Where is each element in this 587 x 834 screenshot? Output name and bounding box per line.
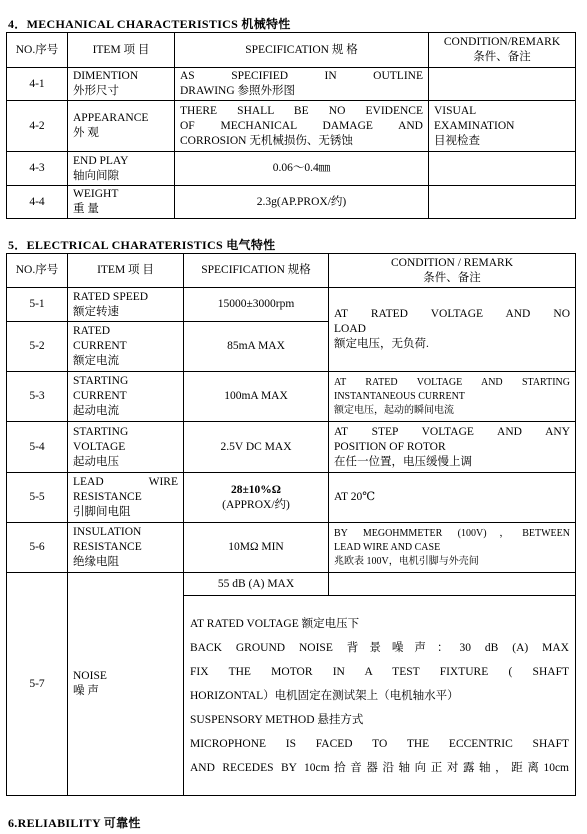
row-no: 4-1 [7, 68, 68, 101]
row-item [68, 101, 175, 152]
row-item [68, 473, 184, 523]
row-condition [329, 422, 576, 473]
row-no: 5-4 [7, 422, 68, 473]
section-4-title: 4．MECHANICAL CHARACTERISTICS 机械特性 [8, 17, 291, 31]
noise-line: AND RECEDES BY 10cm拾音器沿轴向正对露轴，距离10cm [190, 761, 569, 774]
row-no: 5-5 [7, 473, 68, 523]
row-item [68, 573, 184, 796]
cond-line: 额定电压，起动的瞬间电流 [334, 404, 454, 416]
header-spec: SPECIFICATION 规格 [184, 254, 329, 288]
table-row [7, 68, 576, 101]
spec-value: 28±10%Ω [230, 483, 282, 496]
noise-line: MICROPHONE IS FACED TO THE ECCENTRIC SHAFT [190, 737, 569, 750]
row-item [68, 322, 184, 372]
cond-line: INSTANTANEOUS CURRENT [334, 390, 465, 402]
row-no: 4-4 [7, 186, 68, 219]
item-cn: 外 观 [73, 127, 99, 139]
row-spec: 15000±3000rpm [184, 288, 329, 322]
item-en: LEAD WIRE [73, 476, 178, 488]
row-spec: 2.3g(AP.PROX/约) [175, 186, 429, 219]
spec-line: OF MECHANICAL DAMAGE AND [180, 119, 423, 132]
table-row [7, 186, 576, 219]
row-condition [329, 372, 576, 422]
row-item [68, 422, 184, 473]
header-condition-en: CONDITION / REMARK [390, 256, 514, 269]
row-no: 5-7 [7, 573, 68, 796]
table-row [7, 101, 576, 152]
header-condition [429, 33, 576, 68]
row-spec: 0.06～0.4㎜ [175, 152, 429, 186]
row-item [68, 288, 184, 322]
cond-line: 目视检查 [434, 134, 480, 147]
row-no: 5-1 [7, 288, 68, 322]
item-en: STARTING [73, 375, 129, 387]
header-item: ITEM 项 目 [68, 254, 184, 288]
header-item: ITEM 项 目 [68, 33, 175, 68]
item-en: APPEARANCE [73, 112, 149, 124]
row-spec: 10MΩ MIN [184, 523, 329, 573]
row-spec [175, 68, 429, 101]
item-en: STARTING [73, 425, 129, 438]
row-item [68, 186, 175, 219]
row-item [68, 68, 175, 101]
item-cn: 绝缘电阻 [73, 556, 119, 568]
cond-line: AT RATED VOLTAGE AND NO [334, 308, 570, 320]
header-condition [329, 254, 576, 288]
header-no: NO.序号 [7, 254, 68, 288]
item-en: CURRENT [73, 340, 127, 352]
header-condition-cn: 条件、备注 [423, 271, 481, 284]
item-en: RESISTANCE [73, 491, 142, 503]
item-en: WEIGHT [73, 188, 119, 200]
table-row [7, 372, 576, 422]
row-item [68, 372, 184, 422]
section-6-title: 6.RELIABILITY 可靠性 [8, 816, 141, 830]
noise-line: BACK GROUND NOISE 背景噪声：30 dB (A) MAX [190, 641, 569, 654]
mechanical-table [6, 32, 576, 219]
row-no: 4-3 [7, 152, 68, 186]
row-condition [429, 186, 576, 219]
item-en: RATED SPEED [73, 290, 149, 303]
header-no: NO.序号 [7, 33, 68, 68]
cond-line: LOAD [334, 323, 366, 335]
row-condition-top [329, 573, 576, 596]
table-row [7, 288, 576, 322]
table-row [7, 523, 576, 573]
table-row [7, 573, 576, 596]
cond-line: 额定电压，无负荷. [334, 338, 429, 350]
row-condition: AT 20℃ [329, 473, 576, 523]
cond-line: LEAD WIRE AND CASE [334, 541, 441, 553]
spec-line: CORROSION 无机械损伤、无锈蚀 [180, 134, 353, 147]
item-cn: 轴向间隙 [73, 169, 119, 182]
cond-line: EXAMINATION [434, 119, 515, 132]
item-en: CURRENT [73, 390, 127, 402]
noise-line: AT RATED VOLTAGE 额定电压下 [190, 617, 360, 630]
row-condition [429, 68, 576, 101]
row-condition [329, 523, 576, 573]
row-spec [175, 101, 429, 152]
spec-line: AS SPECIFIED IN OUTLINE [180, 70, 423, 82]
row-spec: 2.5V DC MAX [184, 422, 329, 473]
row-no: 5-3 [7, 372, 68, 422]
spec-note: (APPROX/约) [222, 498, 290, 511]
header-condition-cn: 条件、备注 [473, 51, 531, 63]
cond-line: 兆欧表 100V，电机引脚与外壳间 [334, 555, 479, 567]
item-en: END PLAY [73, 154, 129, 167]
spec-line: THERE SHALL BE NO EVIDENCE [180, 104, 423, 117]
noise-line: HORIZONTAL）电机固定在测试架上（电机轴水平） [190, 689, 459, 702]
item-cn: 额定转速 [73, 305, 119, 318]
row-no: 5-2 [7, 322, 68, 372]
row-no: 4-2 [7, 101, 68, 152]
cond-line: VISUAL [434, 104, 477, 117]
cond-line: AT RATED VOLTAGE AND STARTING [334, 376, 570, 388]
row-spec: 85mA MAX [184, 322, 329, 372]
cond-line: 在任一位置，电压缓慢上调 [334, 455, 472, 468]
row-no: 5-6 [7, 523, 68, 573]
cond-line: BY MEGOHMMETER (100V)，BETWEEN [334, 527, 570, 539]
item-en: NOISE [73, 670, 107, 682]
item-en: RESISTANCE [73, 541, 142, 553]
electrical-table [6, 253, 576, 796]
item-cn: 额定电流 [73, 355, 119, 367]
spec-line: DRAWING 参照外形图 [180, 85, 296, 97]
row-condition [429, 152, 576, 186]
row-item [68, 152, 175, 186]
cond-line: POSITION OF ROTOR [334, 440, 446, 453]
item-en: INSULATION [73, 526, 142, 538]
table-header-row [7, 33, 576, 68]
table-row [7, 422, 576, 473]
item-cn: 起动电流 [73, 405, 119, 417]
item-en: DIMENTION [73, 70, 139, 82]
item-cn: 重 量 [73, 203, 99, 215]
item-cn: 引脚间电阻 [73, 506, 131, 518]
item-en: RATED [73, 325, 111, 337]
row-condition [329, 288, 576, 372]
item-cn: 起动电压 [73, 455, 119, 468]
row-spec [184, 473, 329, 523]
table-header-row [7, 254, 576, 288]
cond-line: AT STEP VOLTAGE AND ANY [334, 425, 570, 438]
header-spec: SPECIFICATION 规 格 [175, 33, 429, 68]
noise-line: SUSPENSORY METHOD 悬挂方式 [190, 713, 364, 726]
noise-line: FIX THE MOTOR IN A TEST FIXTURE ( SHAFT [190, 665, 569, 678]
item-cn: 噪 声 [73, 685, 99, 697]
section-5-title: 5．ELECTRICAL CHARATERISTICS 电气特性 [8, 238, 276, 252]
header-condition-en: CONDITION/REMARK [443, 36, 561, 48]
noise-conditions [184, 596, 576, 796]
table-row [7, 473, 576, 523]
row-item [68, 523, 184, 573]
row-condition [429, 101, 576, 152]
row-spec: 100mA MAX [184, 372, 329, 422]
table-row [7, 152, 576, 186]
item-en: VOLTAGE [73, 440, 126, 453]
item-cn: 外形尺寸 [73, 85, 119, 97]
row-spec: 55 dB (A) MAX [184, 573, 329, 596]
